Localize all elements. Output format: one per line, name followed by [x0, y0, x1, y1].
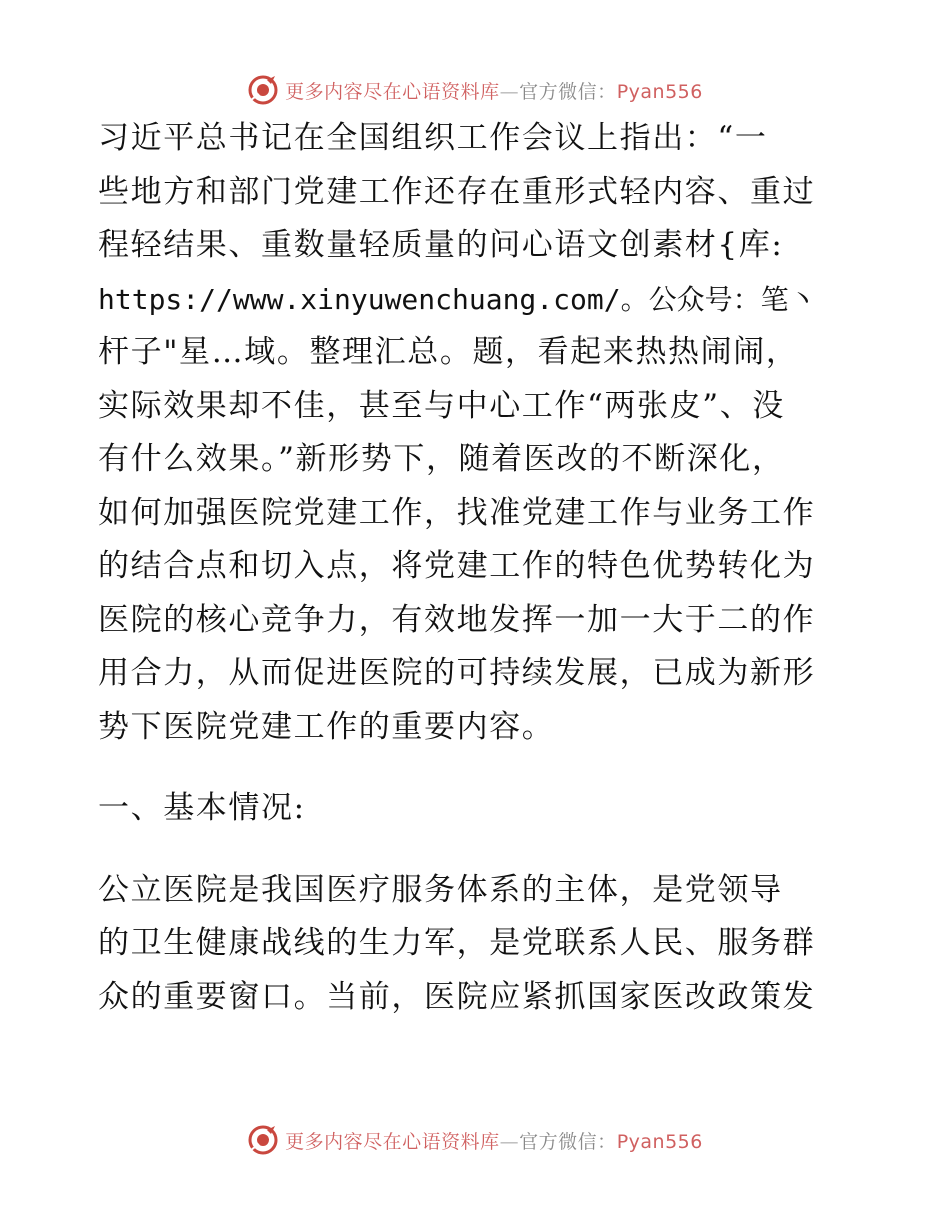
- paragraph-line: 的结合点和切入点，将党建工作的特色优势转化为: [98, 548, 816, 584]
- banner-wechat-label: 官方微信：: [519, 1130, 617, 1153]
- banner-site-text: 更多内容尽在心语资料库: [285, 1130, 500, 1153]
- pen-globe-logo-icon: [247, 1124, 279, 1156]
- banner-text: [285, 77, 703, 104]
- paragraph-intro: [98, 112, 858, 754]
- paragraph-line-url: https://www.xinyuwenchuang.com/。公众号：笔丶: [98, 282, 817, 316]
- banner-wechat-label: 官方微信：: [519, 80, 617, 103]
- banner-wechat-id: Pyan556: [616, 1130, 703, 1153]
- heading-basic-situation: 一、基本情况:: [98, 790, 306, 826]
- paragraph-line: 医院的核心竞争力，有效地发挥一加一大于二的作: [98, 601, 816, 638]
- paragraph-line: 些地方和部门党建工作还存在重形式轻内容、重过: [98, 173, 816, 210]
- paragraph-spacer: [98, 754, 858, 782]
- paragraph-line: 公立医院是我国医疗服务体系的主体，是党领导: [98, 871, 783, 908]
- paragraph-line: 用合力，从而促进医院的可持续发展，已成为新形: [98, 655, 816, 691]
- footer-banner: [0, 1120, 950, 1160]
- paragraph-line: 习近平总书记在全国组织工作会议上指出：“一: [98, 120, 768, 156]
- paragraph-line: 众的重要窗口。当前，医院应紧抓国家医改政策发: [98, 978, 816, 1015]
- banner-text: [285, 1127, 703, 1154]
- paragraph-line: 有什么效果。”新形势下，随着医改的不断深化，: [98, 441, 785, 477]
- paragraph-hospital: [98, 864, 858, 1025]
- paragraph-line: 的卫生健康战线的生力军，是党联系人民、服务群: [98, 925, 816, 961]
- paragraph-spacer: [98, 836, 858, 864]
- banner-separator: —: [499, 1130, 520, 1153]
- paragraph-line: 实际效果却不佳，甚至与中心工作“两张皮”、没: [98, 387, 785, 424]
- pen-globe-logo-icon: [247, 74, 279, 106]
- paragraph-line: 程轻结果、重数量轻质量的问心语文创素材{库:: [98, 227, 784, 263]
- document-body: [98, 112, 858, 1024]
- section-heading: [98, 782, 858, 836]
- paragraph-line: 如何加强医院党建工作，找准党建工作与业务工作: [98, 494, 816, 531]
- paragraph-line: 杆子"星…域。整理汇总。题，看起来热热闹闹，: [98, 334, 799, 370]
- banner-site-text: 更多内容尽在心语资料库: [285, 80, 500, 103]
- paragraph-line: 势下医院党建工作的重要内容。: [98, 708, 555, 745]
- banner-separator: —: [499, 80, 520, 103]
- banner-wechat-id: Pyan556: [616, 80, 703, 103]
- header-banner: [0, 70, 950, 110]
